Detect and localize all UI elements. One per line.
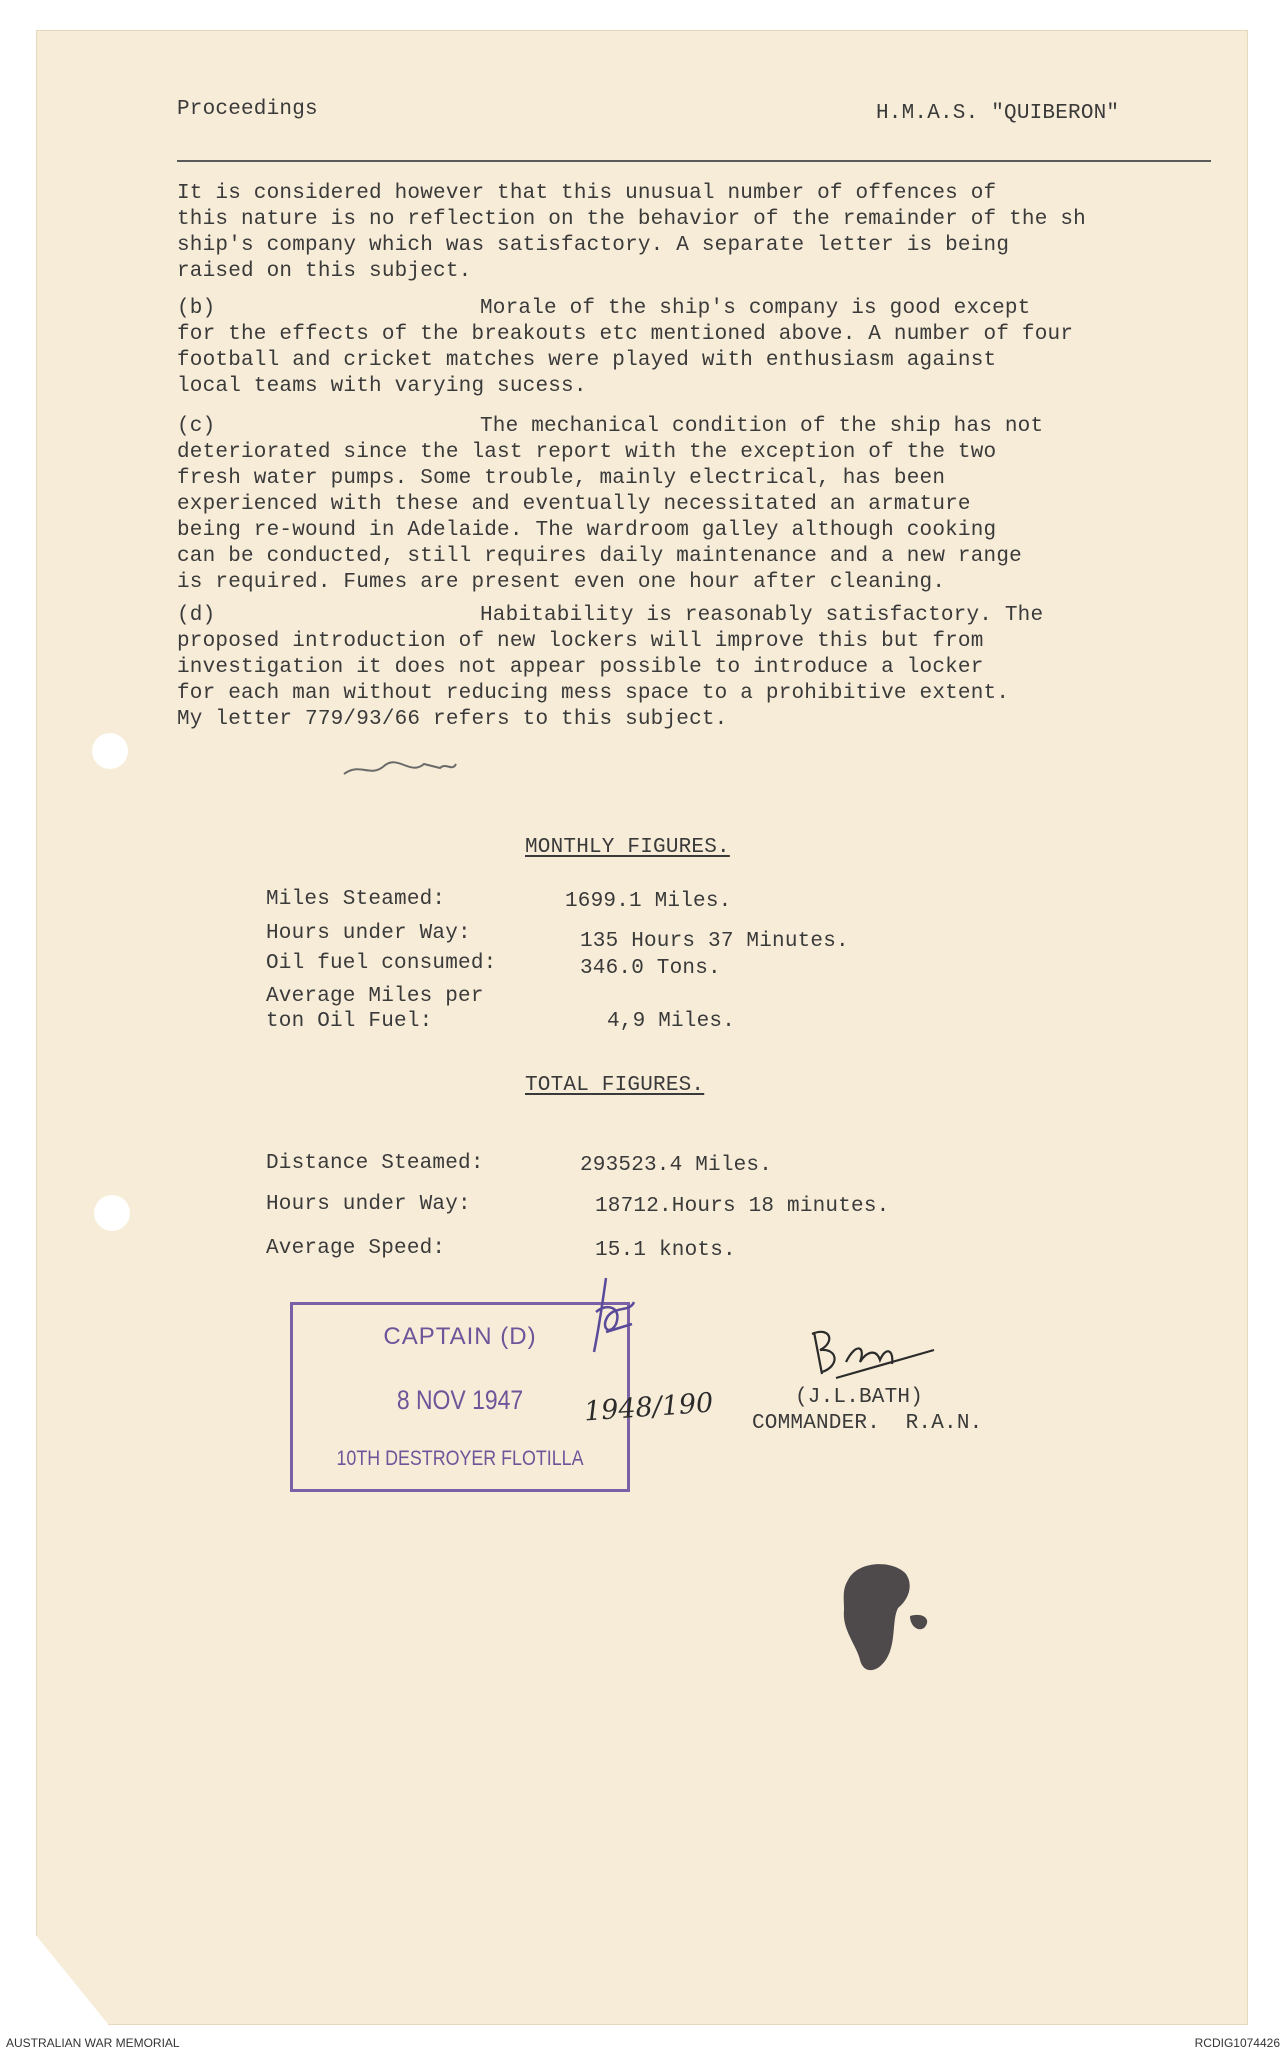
total-value: 15.1 knots. — [595, 1239, 736, 1262]
header-left: Proceedings — [177, 98, 318, 121]
total-label: Average Speed: — [266, 1237, 446, 1260]
total-label: Hours under Way: — [266, 1193, 471, 1216]
total-value: 18712.Hours 18 minutes. — [595, 1195, 890, 1218]
header-divider — [177, 160, 1211, 162]
paragraph-b-line: football and cricket matches were played with enthusiasm against — [177, 349, 997, 372]
monthly-value: 135 Hours 37 Minutes. — [580, 930, 849, 953]
monthly-label: Hours under Way: — [266, 922, 471, 945]
handwritten-initials — [586, 1272, 642, 1358]
ink-blot — [838, 1560, 938, 1680]
paragraph-d-line: investigation it does not appear possible to introduce a locker — [177, 656, 984, 679]
intro-line: raised on this subject. — [177, 260, 472, 283]
monthly-value: 1699.1 Miles. — [565, 890, 732, 913]
paragraph-d-label: (d) — [177, 604, 216, 627]
paragraph-c-line: experienced with these and eventually necessitated an armature — [177, 493, 971, 516]
signatory-rank: COMMANDER. R.A.N. — [752, 1412, 983, 1435]
paragraph-c-line: being re-wound in Adelaide. The wardroom galley although cooking — [177, 519, 997, 542]
paragraph-d-line: proposed introduction of new lockers will improve this but from — [177, 630, 984, 653]
monthly-label: Miles Steamed: — [266, 888, 446, 911]
paragraph-b-line: for the effects of the breakouts etc mentioned above. A number of four — [177, 323, 1074, 346]
footer-record-id: RCDIG1074426 — [1194, 2036, 1280, 2050]
footer-archive-name: AUSTRALIAN WAR MEMORIAL — [6, 2036, 180, 2050]
paragraph-b-first: Morale of the ship's company is good except — [480, 297, 1031, 320]
paragraph-c-label: (c) — [177, 415, 216, 438]
total-value: 293523.4 Miles. — [580, 1154, 773, 1177]
intro-line: ship's company which was satisfactory. A separate letter is being — [177, 234, 1010, 257]
paragraph-b-label: (b) — [177, 297, 216, 320]
received-stamp — [290, 1302, 630, 1492]
total-label: Distance Steamed: — [266, 1152, 484, 1175]
total-heading: TOTAL FIGURES. — [525, 1074, 705, 1097]
handwritten-file-reference: 1948/190 — [583, 1387, 715, 1428]
initials-scribble — [340, 752, 460, 782]
signatory-name: (J.L.BATH) — [795, 1386, 924, 1409]
paragraph-c-line: can be conducted, still requires daily maintenance and a new range — [177, 545, 1022, 568]
paragraph-c-first: The mechanical condition of the ship has not — [480, 415, 1044, 438]
paragraph-c-line: fresh water pumps. Some trouble, mainly electrical, has been — [177, 467, 946, 490]
monthly-label: ton Oil Fuel: — [266, 1010, 433, 1033]
paragraph-b-line: local teams with varying sucess. — [177, 375, 587, 398]
paragraph-c-line: is required. Fumes are present even one hour after cleaning. — [177, 571, 946, 594]
paragraph-d-line: for each man without reducing mess space to a prohibitive extent. — [177, 682, 1010, 705]
monthly-value: 346.0 Tons. — [580, 957, 721, 980]
intro-line: It is considered however that this unusual number of offences of — [177, 182, 997, 205]
punch-hole-top — [92, 733, 128, 769]
monthly-label: Oil fuel consumed: — [266, 952, 497, 975]
punch-hole-bottom — [94, 1195, 130, 1231]
paragraph-c-line: deteriorated since the last report with the exception of the two — [177, 441, 997, 464]
intro-line: this nature is no reflection on the behavior of the remainder of the sh — [177, 208, 1086, 231]
stamp-title: CAPTAIN (D) — [383, 1323, 537, 1350]
header-right: H.M.A.S. "QUIBERON" — [876, 102, 1120, 125]
stamp-date: 8 NOV 1947 — [396, 1385, 524, 1415]
signature — [806, 1322, 946, 1386]
stamp-unit: 10TH DESTROYER FLOTILLA — [336, 1447, 584, 1470]
monthly-heading: MONTHLY FIGURES. — [525, 836, 730, 859]
paragraph-d-line: My letter 779/93/66 refers to this subject. — [177, 708, 728, 731]
paragraph-d-first: Habitability is reasonably satisfactory. The — [480, 604, 1044, 627]
monthly-value: 4,9 Miles. — [607, 1010, 736, 1033]
monthly-label: Average Miles per — [266, 985, 484, 1008]
